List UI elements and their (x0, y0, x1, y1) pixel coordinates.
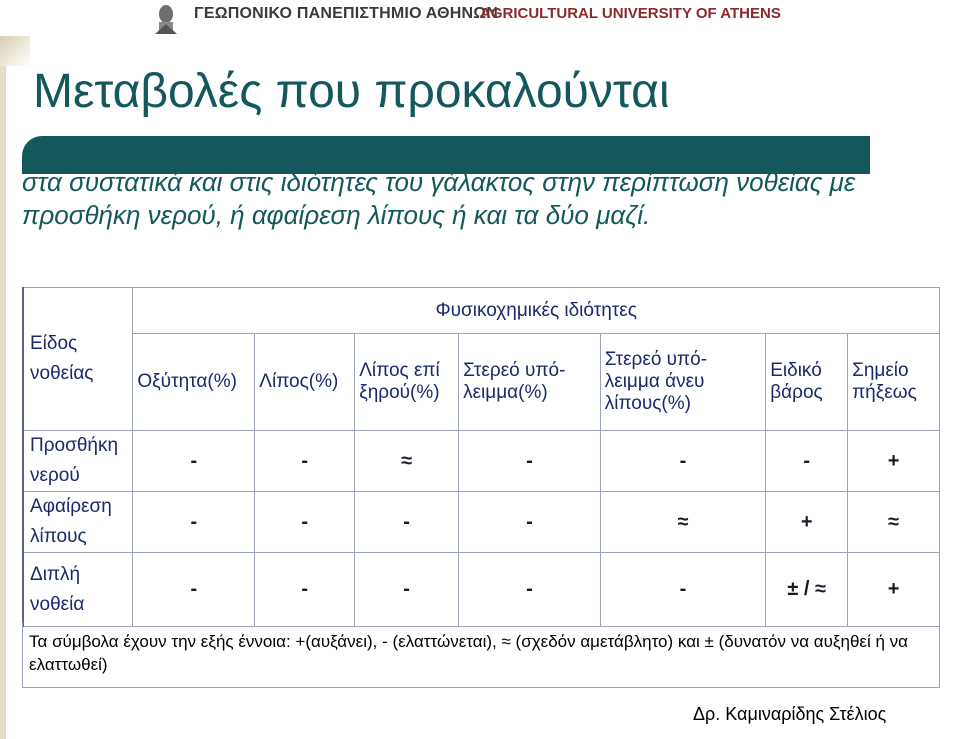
header-band (0, 0, 959, 36)
table-cell: - (459, 553, 601, 627)
column-header: Λίπος(%) (255, 334, 355, 431)
slide-title: Μεταβολές που προκαλούνται (33, 65, 670, 118)
table-cell: - (355, 553, 459, 627)
table-cell: - (600, 553, 766, 627)
column-header: Στερεό υπό-λειμμα άνευ λίπους(%) (600, 334, 766, 431)
university-logo-icon (150, 2, 182, 36)
column-header: Οξύτητα(%) (133, 334, 255, 431)
table-row (23, 431, 940, 492)
table-cell: - (255, 431, 355, 492)
table-cell: ≈ (848, 492, 940, 553)
table-cell: - (600, 431, 766, 492)
table-cell: - (459, 431, 601, 492)
university-name-greek: ΓΕΩΠΟΝΙΚΟ ΠΑΝΕΠΙΣΤΗΜΙΟ ΑΘΗΝΩΝ (194, 5, 499, 22)
table-row (23, 553, 940, 627)
table-cell: - (255, 492, 355, 553)
adulteration-table (22, 287, 940, 627)
row-label: Αφαίρεση λίπους (23, 492, 133, 553)
table-cell: - (766, 431, 848, 492)
column-header: Λίπος επί ξηρού(%) (355, 334, 459, 431)
table-corner-header: Είδος νοθείας (23, 288, 133, 431)
table-cell: + (848, 431, 940, 492)
table-cell: ± / ≈ (766, 553, 848, 627)
row-label: Προσθήκη νερού (23, 431, 133, 492)
table-cell: + (848, 553, 940, 627)
table-row (23, 492, 940, 553)
symbols-legend: Τα σύμβολα έχουν την εξής έννοια: +(αυξάνει), - (ελαττώνεται), ≈ (σχεδόν αμετάβλητο) και ± (δυνατόν να αυξηθεί ή να ελαττωθεί) (22, 622, 940, 688)
table-cell: - (133, 492, 255, 553)
table-cell: ≈ (355, 431, 459, 492)
row-label: Διπλή νοθεία (23, 553, 133, 627)
left-decorative-stripe (0, 36, 6, 739)
column-header: Στερεό υπό-λειμμα(%) (459, 334, 601, 431)
table-cell: - (355, 492, 459, 553)
table-cell: - (133, 553, 255, 627)
table-group-header: Φυσικοχημικές ιδιότητες (133, 288, 940, 334)
table-cell: + (766, 492, 848, 553)
slide-subtitle: στα συστατικά και στις ιδιότητες του γάλακτος στην περίπτωση νοθείας με προσθήκη νερού, ή αφαίρεση λίπους ή και τα δύο μαζί. (22, 167, 856, 230)
table-cell: - (133, 431, 255, 492)
university-name-english: AGRICULTURAL UNIVERSITY OF ATHENS (480, 5, 781, 22)
column-header: Ειδικό βάρος (766, 334, 848, 431)
author-credit: Δρ. Καμιναρίδης Στέλιος (693, 704, 887, 724)
table-cell: - (459, 492, 601, 553)
table-cell: ≈ (600, 492, 766, 553)
corner-decoration (0, 36, 30, 66)
table-cell: - (255, 553, 355, 627)
column-header: Σημείο πήξεως (848, 334, 940, 431)
